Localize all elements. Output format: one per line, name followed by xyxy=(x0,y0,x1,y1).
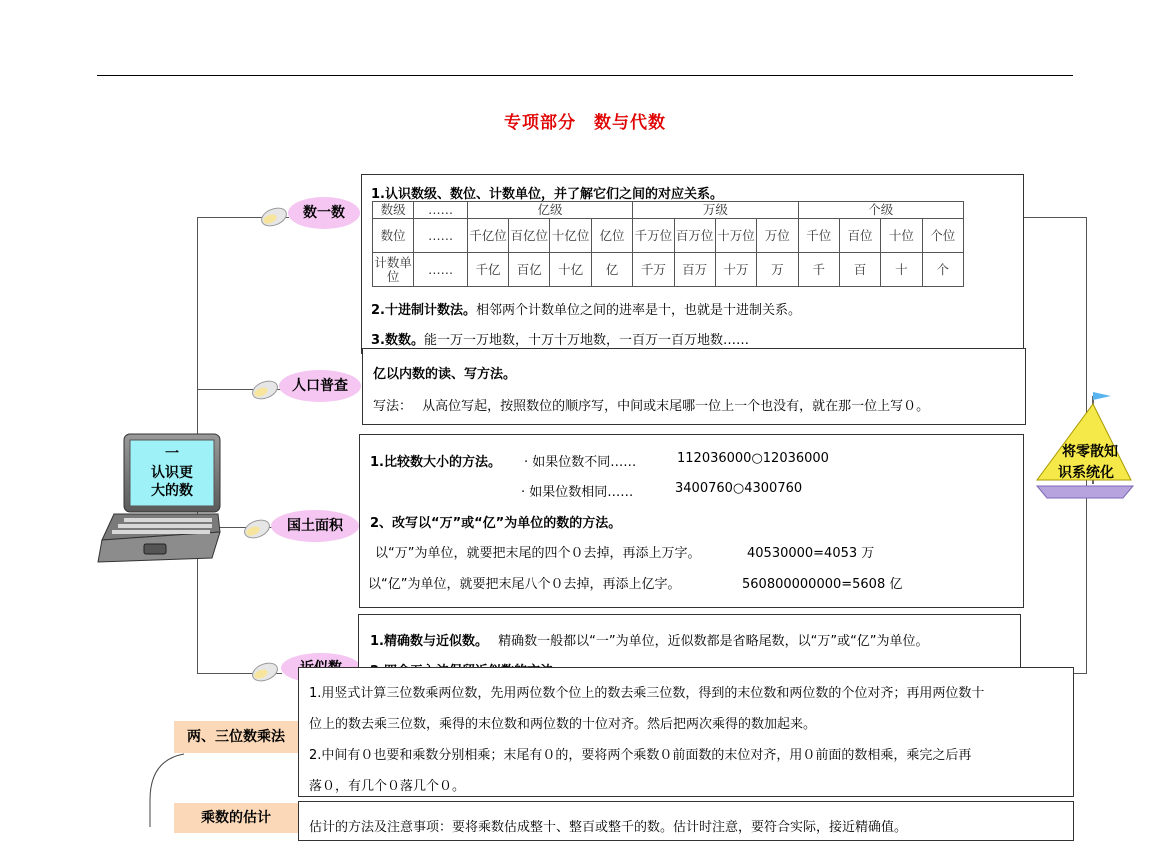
place-value-table xyxy=(372,201,964,287)
box3-example1: 112036000○12036000 xyxy=(677,451,829,466)
cell: 千亿 xyxy=(467,253,508,287)
box3-bullet1: · 如果位数不同…… xyxy=(524,455,637,470)
box1-para3 xyxy=(371,329,749,348)
box3-example4: 560800000000=5608 亿 xyxy=(742,577,903,592)
curve-connector xyxy=(146,750,186,827)
cell: 十亿 xyxy=(550,253,591,287)
laptop-line3: 大的数 xyxy=(151,483,193,499)
cell: 千万 xyxy=(633,253,674,287)
cell: 计数单位 xyxy=(373,253,414,287)
cell: 百 xyxy=(839,253,880,287)
connector xyxy=(1024,217,1086,218)
cell: 十万 xyxy=(715,253,756,287)
box4-h1: 1.精确数与近似数。 xyxy=(370,634,488,649)
sail-line1: 将零散知 xyxy=(1062,444,1118,460)
mouse-icon xyxy=(258,206,290,232)
cell: 百万位 xyxy=(674,219,715,253)
box3-para1: 以“万”为单位，就要把末尾的四个０去掉，再添上万字。 xyxy=(375,546,701,561)
cell: 十亿位 xyxy=(550,219,591,253)
cell: 千 xyxy=(798,253,839,287)
cell: …… xyxy=(414,202,467,219)
laptop-line1: 一 xyxy=(165,446,179,462)
cell: 百位 xyxy=(839,219,880,253)
box5-line3: 2.中间有０也要和乘数分别相乘；末尾有０的，要将两个乘数０前面数的末位对齐，用０前面的数相乘，乘完之后再 xyxy=(309,748,972,763)
cell: 数位 xyxy=(373,219,414,253)
cell: 亿级 xyxy=(467,202,632,219)
node-count[interactable]: 数一数 xyxy=(288,197,360,229)
box2-text: 从高位写起，按照数位的顺序写，中间或末尾哪一位上一个也没有，就在那一位上写０。 xyxy=(422,399,930,414)
cell: 个级 xyxy=(798,202,963,219)
cell: …… xyxy=(414,219,467,253)
laptop-line2: 认识更 xyxy=(151,465,193,481)
cell: 十 xyxy=(881,253,922,287)
box2-para xyxy=(373,395,929,414)
mouse-icon xyxy=(249,661,281,687)
label-estimation[interactable]: 乘数的估计 xyxy=(174,803,298,833)
cell: 十位 xyxy=(881,219,922,253)
cell: 万级 xyxy=(633,202,798,219)
label-multiplication[interactable]: 两、三位数乘法 xyxy=(174,721,298,753)
cell: 数级 xyxy=(373,202,414,219)
node-land-area[interactable]: 国土面积 xyxy=(271,510,359,542)
box3-example2: 3400760○4300760 xyxy=(675,481,803,496)
cell: 千位 xyxy=(798,219,839,253)
box5-line1: 1.用竖式计算三位数乘两位数，先用两位数个位上的数去乘三位数，得到的末位数和两位数的个位对齐；再用两位数十 xyxy=(309,686,985,701)
box5-line4: 落０，有几个０落几个０。 xyxy=(309,779,466,794)
cell: 千亿位 xyxy=(467,219,508,253)
box4-h2 xyxy=(370,660,566,667)
node-census[interactable]: 人口普查 xyxy=(279,370,361,402)
box1-para3-bold: 3.数数。 xyxy=(371,333,424,348)
box3-h1: 1.比较数大小的方法。 xyxy=(370,455,501,470)
box3-h2: 2、改写以“万”或“亿”为单位的数的方法。 xyxy=(370,516,622,531)
box1-para2-text: 相邻两个计数单位之间的进率是十，也就是十进制关系。 xyxy=(475,303,801,318)
mouse-icon xyxy=(249,379,281,405)
cell: 千万位 xyxy=(633,219,674,253)
box3-example3: 40530000=4053 万 xyxy=(747,546,875,561)
box5-line2: 位上的数去乘三位数，乘得的末位数和两位数的十位对齐。然后把两次乘得的数加起来。 xyxy=(309,717,817,732)
mouse-icon xyxy=(241,518,273,544)
box1-heading: 1.认识数级、数位、计数单位，并了解它们之间的对应关系。 xyxy=(371,187,723,202)
cell: 百亿位 xyxy=(509,219,550,253)
cell: 百亿 xyxy=(509,253,550,287)
box6-para: 估计的方法及注意事项：要将乘数估成整十、整百或整千的数。估计时注意，要符合实际，接近精确值。 xyxy=(309,820,908,835)
cell: 百万 xyxy=(674,253,715,287)
box3-bullet2: · 如果位数相同…… xyxy=(521,485,634,500)
box4-t1: 精确数一般都以“一”为单位，近似数都是省略尾数，以“万”或“亿”为单位。 xyxy=(498,634,929,649)
sail-line2: 识系统化 xyxy=(1058,465,1114,481)
cell: …… xyxy=(414,253,467,287)
cell: 亿 xyxy=(591,253,632,287)
cell: 个 xyxy=(922,253,963,287)
cell: 个位 xyxy=(922,219,963,253)
box4-para1 xyxy=(370,630,929,649)
box1-para3-text: 能一万一万地数，十万十万地数，一百万一百万地数…… xyxy=(423,333,749,348)
cell: 亿位 xyxy=(591,219,632,253)
cell: 万 xyxy=(757,253,798,287)
box1-para2 xyxy=(371,299,801,318)
cell: 十万位 xyxy=(715,219,756,253)
cell: 万位 xyxy=(757,219,798,253)
box2-label: 写法： xyxy=(373,399,413,414)
box3-para2: 以“亿”为单位，就要把末尾八个０去掉，再添上亿字。 xyxy=(368,577,681,592)
top-rule xyxy=(97,75,1073,76)
page-title: 专项部分 数与代数 xyxy=(504,113,666,133)
box2-heading: 亿以内数的读、写方法。 xyxy=(373,367,517,382)
box1-para2-bold: 2.十进制计数法。 xyxy=(371,303,476,318)
